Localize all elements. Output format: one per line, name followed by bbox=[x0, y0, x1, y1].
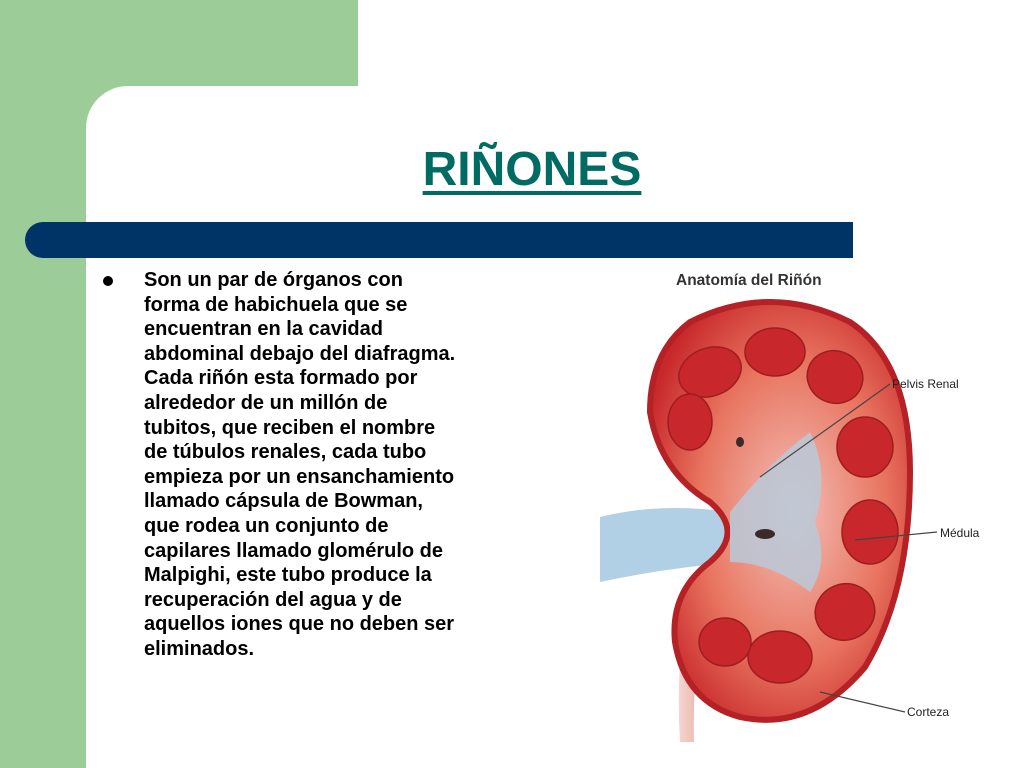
slide-title: RIÑONES bbox=[422, 143, 642, 196]
figure-title: Anatomía del Riñón bbox=[676, 272, 822, 289]
slide-body-text: Son un par de órganos con forma de habichuela que se encuentran en la cavidad abdominal debajo del diafragma. Cada riñón esta formado por alrededor de un millón de tubitos, que reciben el nombre de túbulos renales, cada tubo empieza por un ensanchamiento llamado cápsula de Bowman, que rodea un conjunto de capilares llamado glomérulo de Malpighi, este tubo produce la recuperación del agua y de aquellos iones que no deben ser eliminados. bbox=[144, 269, 456, 660]
bullet-icon bbox=[103, 276, 113, 286]
label-pelvis-renal: Pelvis Renal bbox=[892, 377, 959, 391]
white-top-area bbox=[358, 0, 1024, 86]
kidney-anatomy-figure bbox=[580, 262, 1020, 762]
kidney-illustration bbox=[580, 262, 1020, 762]
label-medula: Médula bbox=[940, 526, 980, 540]
title-divider-bar bbox=[25, 222, 853, 258]
label-corteza: Corteza bbox=[907, 705, 950, 719]
